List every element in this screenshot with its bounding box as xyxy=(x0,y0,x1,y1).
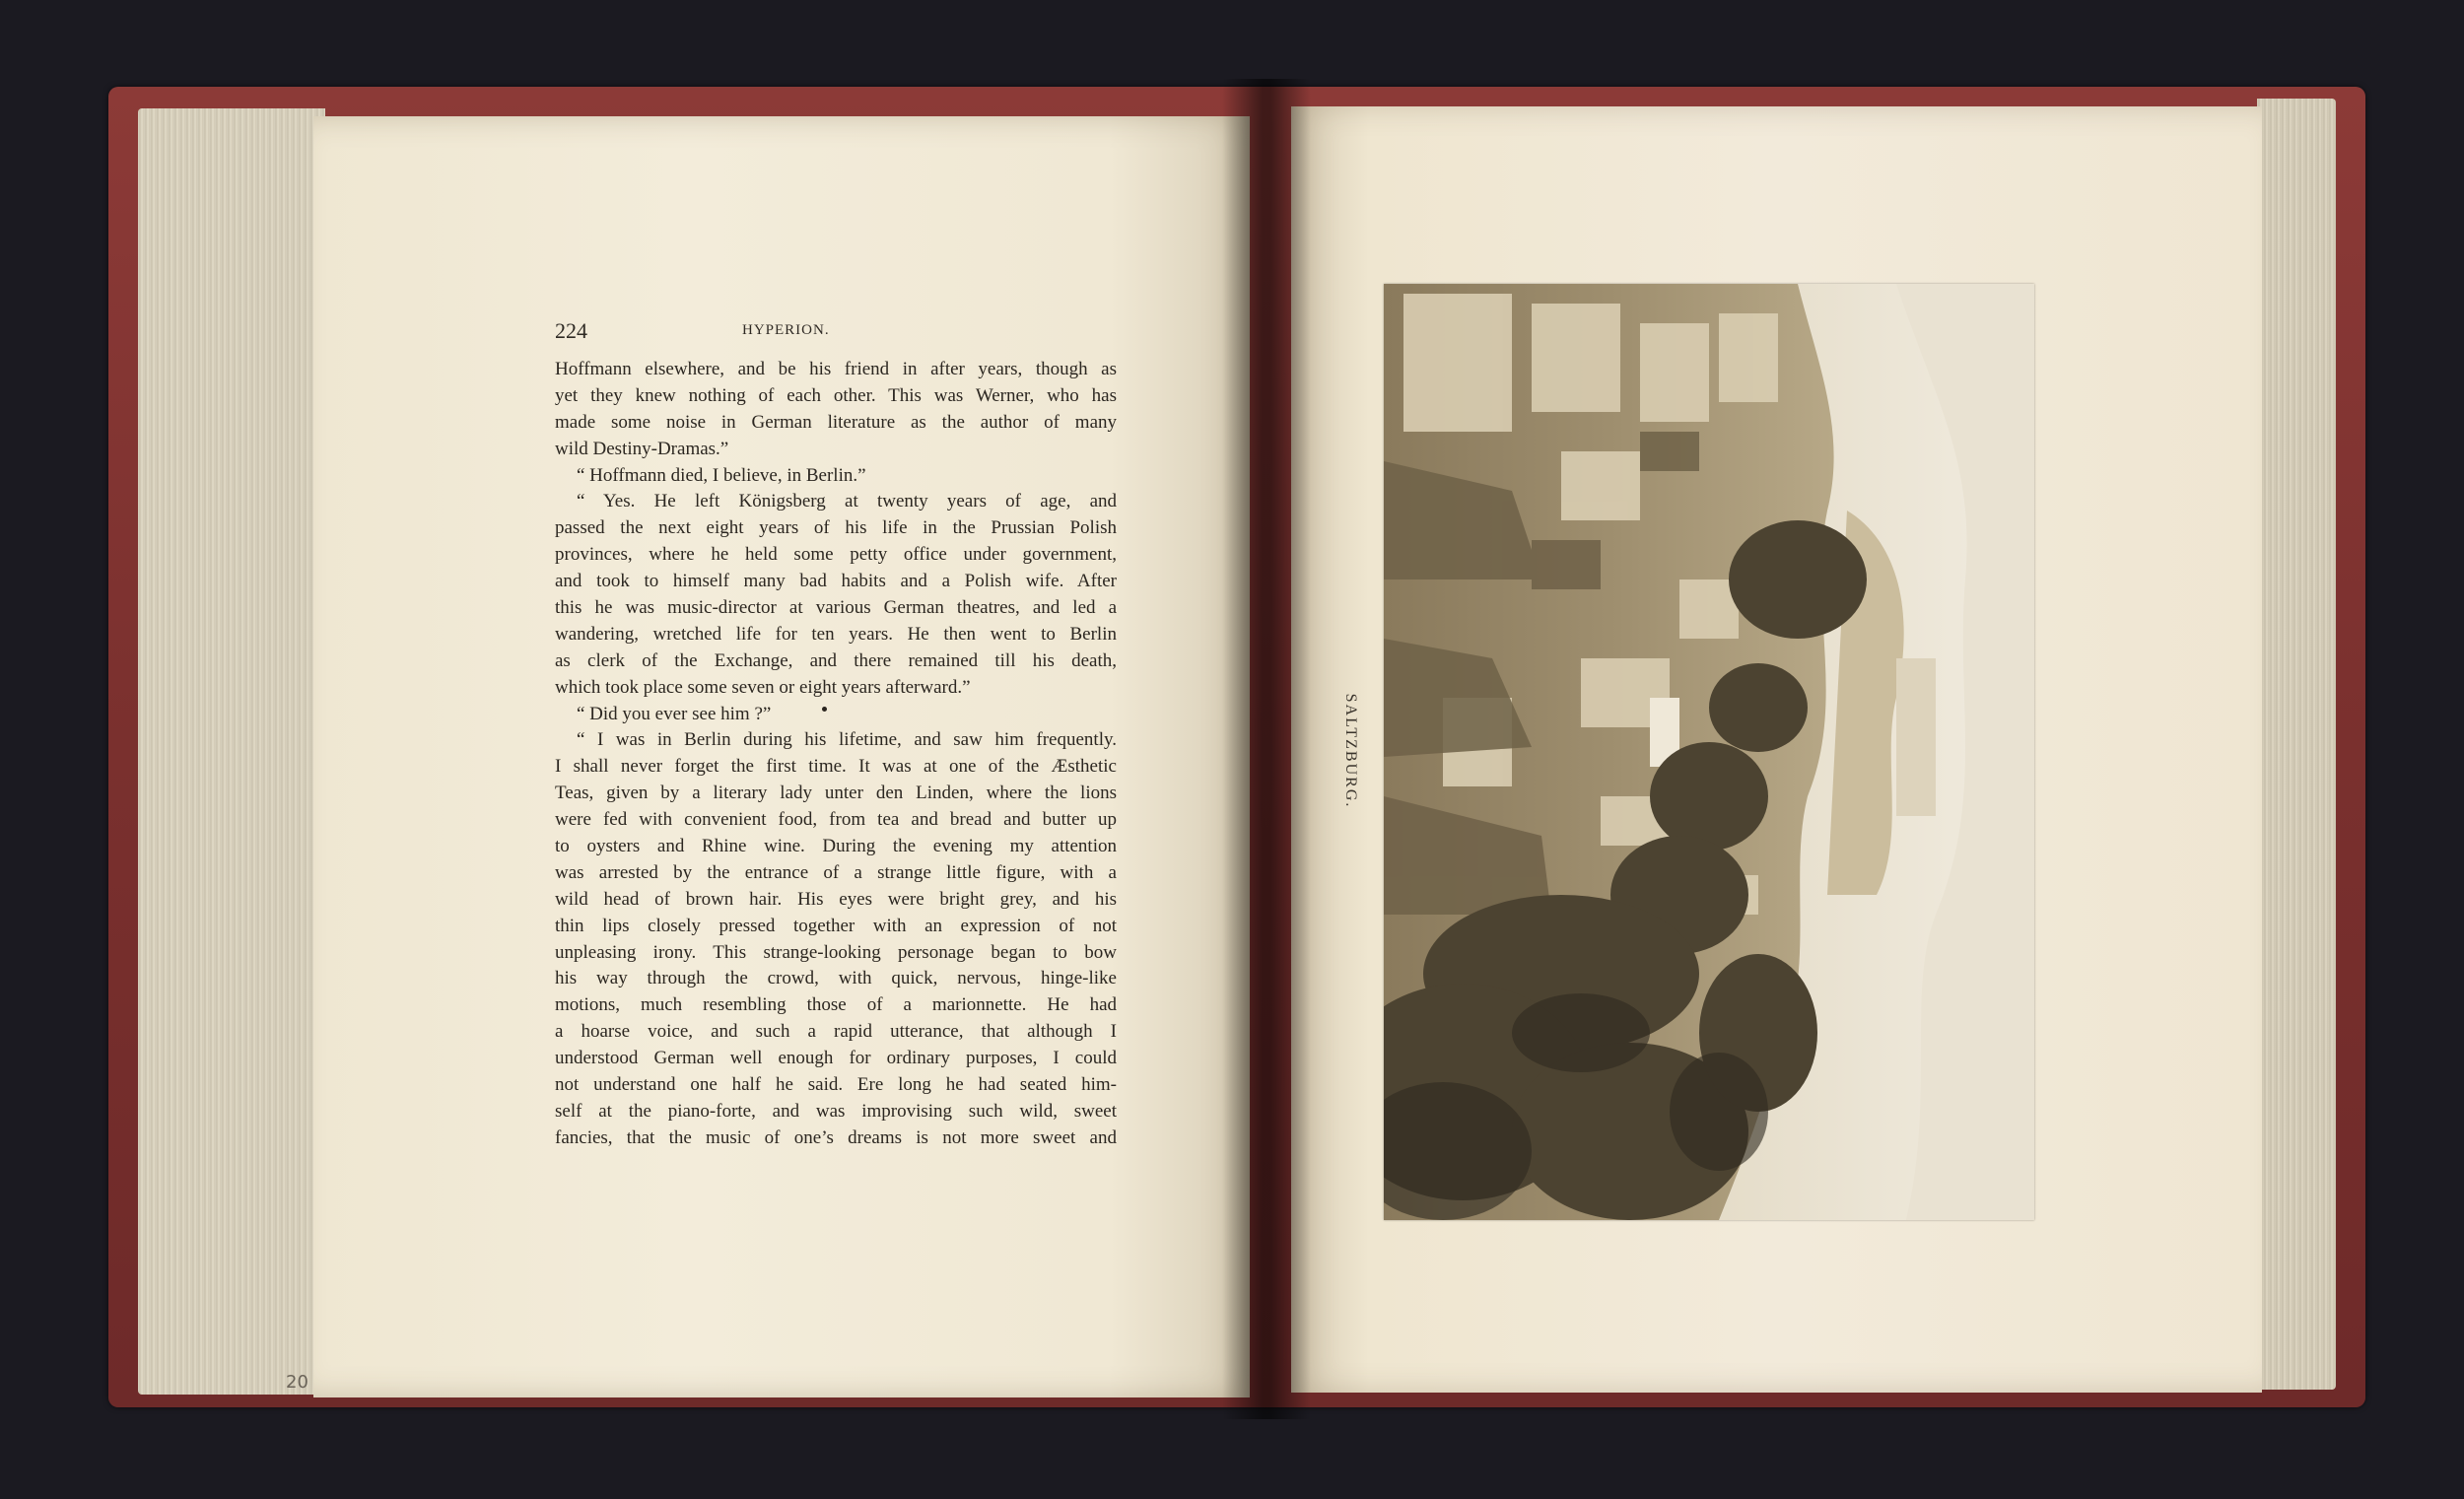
text-line: self at the piano-forte, and was improvising such wild, sweet xyxy=(555,1100,1117,1122)
text-line: not understand one half he said. Ere long he had seated him- xyxy=(555,1074,1117,1096)
text-line: understood German well enough for ordinary purposes, I could xyxy=(555,1048,1117,1069)
text-line: were fed with convenient food, from tea and bread and butter up xyxy=(555,809,1117,831)
text-line: “ I was in Berlin during his lifetime, and saw him frequently. xyxy=(577,729,1117,751)
running-title: HYPERION. xyxy=(742,322,830,338)
text-line: yet they knew nothing of each other. This was Werner, who has xyxy=(555,384,1117,406)
running-head xyxy=(555,318,1117,348)
caption-text: SALTZBURG. xyxy=(1342,693,1359,809)
text-line: to oysters and Rhine wine. During the evening my attention xyxy=(555,836,1117,857)
text-line: and took to himself many bad habits and a Polish wife. After xyxy=(555,571,1117,592)
text-line: I shall never forget the first time. It was at one of the Æsthetic xyxy=(555,756,1117,778)
body-text xyxy=(555,357,1117,1152)
text-line: wandering, wretched life for ten years. He then went to Berlin xyxy=(555,623,1117,645)
text-line: Hoffmann elsewhere, and be his friend in after years, though as xyxy=(555,359,1117,379)
text-line: this he was music-director at various German theatres, and led a xyxy=(555,597,1117,619)
page-edges-left xyxy=(138,108,325,1395)
text-line: made some noise in German literature as the author of many xyxy=(555,411,1117,433)
text-line: was arrested by the entrance of a strange little figure, with a xyxy=(555,861,1117,883)
pencil-page-mark: 20 xyxy=(286,1372,308,1393)
text-line: his way through the crowd, with quick, nervous, hinge-like xyxy=(555,968,1117,989)
text-line: provinces, where he held some petty office under government, xyxy=(555,544,1117,566)
text-line: motions, much resembling those of a marionnette. He had xyxy=(555,994,1117,1016)
salzburg-photograph xyxy=(1384,284,2034,1220)
text-line: “ Yes. He left Königsberg at twenty years of age, and xyxy=(577,491,1117,512)
text-line: which took place some seven or eight years afterward.” xyxy=(555,676,971,698)
text-line: “ Hoffmann died, I believe, in Berlin.” xyxy=(577,464,866,486)
text-line: fancies, that the music of one’s dreams is not more sweet and xyxy=(555,1126,1117,1148)
photo-image xyxy=(1384,284,2034,1220)
page-edges-right xyxy=(2257,99,2336,1390)
text-line: wild Destiny-Dramas.” xyxy=(555,438,729,459)
text-line: wild head of brown hair. His eyes were bright grey, and his xyxy=(555,888,1117,910)
ink-speck xyxy=(822,707,827,712)
text-line: a hoarse voice, and such a rapid utterance, that although I xyxy=(555,1021,1117,1043)
text-line: as clerk of the Exchange, and there remained till his death, xyxy=(555,649,1117,671)
photo-caption xyxy=(1335,695,1365,813)
text-line: “ Did you ever see him ?” xyxy=(577,703,772,724)
text-line: passed the next eight years of his life in the Prussian Polish xyxy=(555,517,1117,539)
page-number: 224 xyxy=(555,318,587,343)
text-line: thin lips closely pressed together with an expression of not xyxy=(555,915,1117,936)
book-gutter xyxy=(1222,79,1311,1419)
text-line: Teas, given by a literary lady unter den Linden, where the lions xyxy=(555,783,1117,804)
text-line: unpleasing irony. This strange-looking personage began to bow xyxy=(555,941,1117,963)
